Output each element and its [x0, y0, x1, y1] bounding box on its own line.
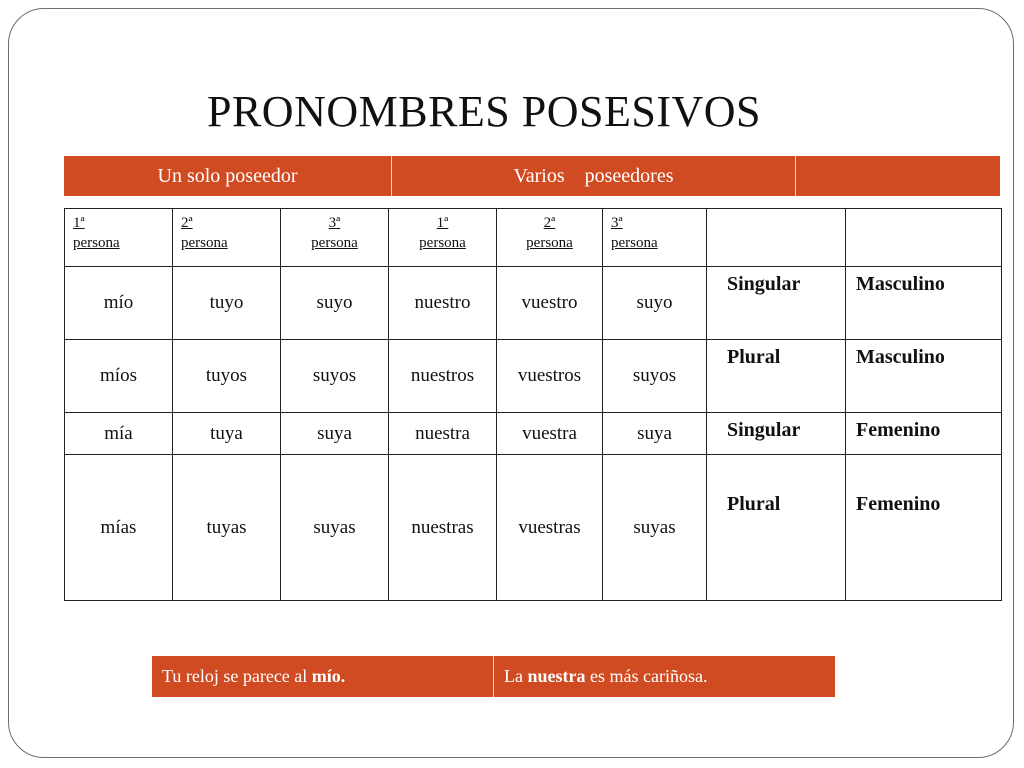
table-cell: mía — [65, 413, 173, 455]
number-label: Singular — [707, 267, 846, 340]
table-cell: suyo — [603, 267, 707, 340]
gender-label: Masculino — [846, 340, 1002, 413]
column-header: 2ª persona — [173, 209, 281, 267]
example-highlight: mío. — [311, 666, 346, 686]
single-owner-header: Un solo poseedor — [64, 156, 392, 196]
table-cell: mías — [65, 455, 173, 601]
table-cell: míos — [65, 340, 173, 413]
example-sentence-1 — [152, 656, 493, 697]
gender-label: Femenino — [846, 413, 1002, 455]
column-header-empty — [846, 209, 1002, 267]
column-header: 1ª persona — [65, 209, 173, 267]
table-row — [65, 267, 1002, 340]
number-label: Singular — [707, 413, 846, 455]
table-row — [65, 340, 1002, 413]
table-cell: vuestro — [497, 267, 603, 340]
table-cell: tuyos — [173, 340, 281, 413]
table-cell: suya — [281, 413, 389, 455]
table-cell: tuyas — [173, 455, 281, 601]
example-text: Tu reloj se parece al — [162, 666, 312, 686]
multiple-owners-header: Varios poseedores — [392, 156, 796, 196]
table-header-row — [65, 209, 1002, 267]
table-cell: suyo — [281, 267, 389, 340]
number-label: Plural — [707, 340, 846, 413]
table-cell: suya — [603, 413, 707, 455]
table-cell: vuestros — [497, 340, 603, 413]
example-sentence-2 — [493, 656, 835, 697]
examples-box — [152, 656, 835, 697]
column-header: 1ª persona — [389, 209, 497, 267]
slide-title: PRONOMBRES POSESIVOS — [206, 87, 762, 136]
table-cell: suyas — [281, 455, 389, 601]
table-cell: mío — [65, 267, 173, 340]
owner-header-band — [64, 156, 1000, 196]
table-cell: nuestros — [389, 340, 497, 413]
column-header: 3ª persona — [603, 209, 707, 267]
table-cell: vuestras — [497, 455, 603, 601]
blank-header — [796, 156, 1000, 196]
table-cell: vuestra — [497, 413, 603, 455]
table-cell: nuestra — [389, 413, 497, 455]
number-label: Plural — [707, 455, 846, 601]
column-header-empty — [707, 209, 846, 267]
table-cell: tuya — [173, 413, 281, 455]
example-text: La — [504, 666, 528, 686]
column-header: 2ª persona — [497, 209, 603, 267]
example-highlight: nuestra — [527, 666, 586, 686]
table-cell: suyos — [603, 340, 707, 413]
gender-label: Masculino — [846, 267, 1002, 340]
gender-label: Femenino — [846, 455, 1002, 601]
possessive-pronouns-table — [64, 208, 1002, 601]
table-row — [65, 455, 1002, 601]
table-cell: suyos — [281, 340, 389, 413]
example-text: es más cariñosa. — [585, 666, 708, 686]
table-row — [65, 413, 1002, 455]
table-cell: suyas — [603, 455, 707, 601]
table-cell: tuyo — [173, 267, 281, 340]
table-cell: nuestro — [389, 267, 497, 340]
column-header: 3ª persona — [281, 209, 389, 267]
table-cell: nuestras — [389, 455, 497, 601]
